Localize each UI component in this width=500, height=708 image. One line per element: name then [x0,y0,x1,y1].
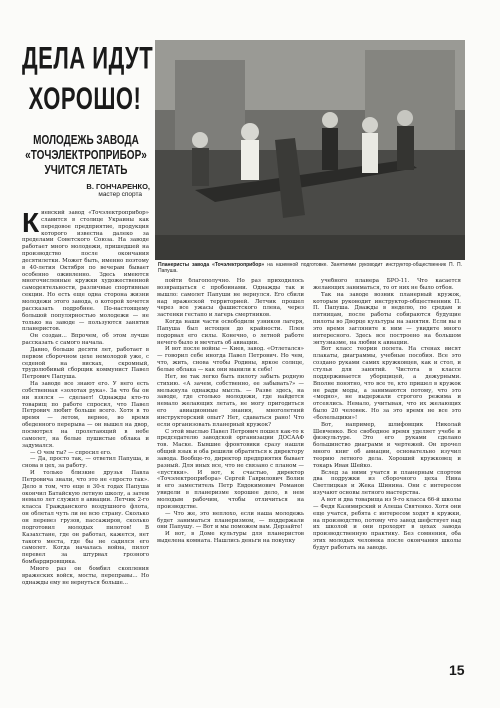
photo-caption-bold: Планеристы завода «Точэлектроприбор» [158,262,265,268]
paragraph: И только близкие друзья Павла Петровича знали, что это не «просто так». Дело в том, что еще в 30-х годах Папуша окончил Батайскую летную школу, а затем немало лет служил в авиации. Летчик 2-го класса Гражданского воздушного флота, он облетал чуть ли не всю страну. Сколько он перевез грузов, пассажиров, сколько подготовил молодых пилотов! В Казахстане, где он работал, кажется, нет такого места, где бы не садился его самолет. Когда началась война, пилот перевел за штурвал грозного бомбардировщика. [22,470,149,566]
paragraph: учебного планера БРО-11. Что касается желающих заниматься, то от них не было отбоя. [313,278,461,291]
paragraph: И вот, в Доме культуры для планеристов выделена комната. Нашлись деньги на покупку [157,531,304,545]
paragraph: Давно, больше десяти лет, работает в первом сборочном цехе немолодой уже, с седеной на висках, скромный, трудолюбивый сборщик коммунист Павел Петрович Папуша. [22,346,149,381]
paragraph: Он создан... Впрочем, об этом лучше рассказать с самого начала. [22,333,149,347]
paragraph: пойти благополучно. Но раз приходилось возвращаться с пробоинами. Однажды так и вышло: самолет Папуши не вернулся. Его сбили над вражеской территорией. Летчик прошел через все ужасы фашистского плена, через застенки гестапо и лагерь смертников. [157,278,304,319]
paragraph: На заводе все знают его. У него есть собственная «золотая рука». За что бы он ни взялся — сделает! Однажды кто-то товарищ по работе спросил, что Павел Петрович любит больше всего. Хотя в то время — летом, вернее, во время обеденного перерыва — он вышел на двор, посмотрел на пролетающий в небе самолет, на белые пушистые облака и задумался. [22,381,149,449]
paragraph: Так на заводе возник планерный кружок, которым руководит инструктор-общественник П. П. Папуша. Дважды в неделю, по средам и пятницам, после работы собираются будущие пилоты во Дворце культуры на занятия. Если вы в это время загляните к ним — увидите много интересного. Здесь все построено на большом энтузиазме, на любви к авиации. [313,291,461,346]
article-subhead [22,134,150,179]
headline-line-2: ХОРОШО! [28,80,142,117]
paragraph: И вот после войны — Киев, завод. «Отлетался» — говорил себе иногда Павел Петрович. Но чем, что, жить, снова чтобы Родины, яркое солнце, белые облака — как они манили к себе! [157,346,304,373]
paragraph: — О чем ты? — спросил его. [30,449,112,456]
author-rank: мастер спорта [98,191,142,198]
page-number: 15 [449,662,465,678]
photo-illustration [155,40,465,260]
paragraph: — Что же, это неплохо, если наша молодежь будет заниматься планеризмом, — поддержали они Папушу. — Вот и мы поможем вам. Дерзайте! [157,510,304,531]
text-column-3 [313,278,461,643]
paragraph: Вслед за ними учатся и планерным спортом два подружки из сборочного цеха Нина Светлицкая и Жека Шинина. Они с интересом изучают основы летного мастерства. [313,469,461,497]
author-name: В. ГОНЧАРЕНКО, [86,182,150,191]
paragraph: Вот, например, шлифовщик Николай Шевченко. Все свободное время уделяет учебе и физкультуре. Это его руками сделано большинство диаграмм и чертежей. Он прочел много книг об авиации, основательно изучил теорию летного дела. Хороший кружковец и токарь Иван Шейко. [313,421,461,469]
paragraph: Вот класс теории полета. На стенах висят плакаты, диаграммы, учебные пособия. Все это создано руками самих кружковцев, как и стол, и стулья для занятий. Чистота в классе поддерживается уборщицей, а дежурными. Вполне понятно, что все те, кто пришел в кружок не ради моды, а занимаются потому, что это «модно», не выдержали строгого режима и отсеялись. Немало, учитывая, что их желающих было 20 человек. Но за это время не все это «болельщики»! [313,346,461,421]
headline-line-1: ДЕЛА ИДУТ [22,39,154,76]
subhead-line-2: «ТОЧЭЛЕКТРОПРИБОР» [25,149,147,163]
photo-caption-text: на наземной подготовке. Занятиями руководит инструктор-общественник П. П. Папуша. [158,262,462,275]
paragraph: Много раз он бомбил скопления вражеских войск, мосты, переправы... Но однажды ему не вернуться больше... [22,565,149,586]
text-column-1 [22,210,149,656]
photo-caption [158,262,462,275]
subhead-line-1: МОЛОДЕЖЬ ЗАВОДА [33,134,139,148]
text-column-2 [157,278,304,594]
paragraph: С этой мыслью Павел Петрович пошел как-то к председателю заводской организации ДОСААФ тов. Маске. Бывшие фронтовики сразу нашли общий язык и оба решили обратиться к директору завода. Вообще-то, директор предприятия бывает разный. Для иных все, что не связано с планом — «пустяки». И вот, к счастью, директор «Точэлектроприбора» Сергей Гаврилович Волин и его заместитель Петр Евдокимович Романов увидели в планеризме хорошее дело, в нем молодым рабочим, чтобы отличиться на производстве. [157,428,304,510]
paragraph: А вот и два товарища из 9-го класса 66-й школы — Федя Казимирский и Алеша Святенко. Хотя они еще учатся, ребята с интересом ходят в кружки, на производство, потому что завод шефствует над их школой и они проходят в цехах завода производственную практику. Без сомнения, оба этих молодых человека после окончания школы будут работать на заводе. [313,497,461,551]
paragraph: Когда наши части освободили узников лагеря, Папуша был истощен до крайности. Плен подорвал его силы. Конечно, о летной работе нечего было и мечтать об авиации. [157,319,304,346]
paragraph-text: иевский завод «Точэлектроприбор» славится в столице Украины как передовое предприятие, продукция которого известна далеко за пределами Советского Союза. На заводе работает много молодежи, пришедшей на производство после окончания десятилетки. Может быть, именно поэтому в 40-летия Октября по вечерам бывает особенно оживленно. Здесь имеются многочисленные кружки художественной самодеятельности, различные спортивные секции. Но есть еще одна сторона жизни молодежи этого завода, о которой хочется рассказать подробнее. По-настоящему большой популярностью молодежи — не только на заводе — пользуются занятия планеристов. [22,210,149,333]
byline [22,182,150,198]
paragraph: — Да, просто так, — ответил Папуша, и снова в цех, за работу. [22,456,149,470]
subhead-line-3: УЧИТСЯ ЛЕТАТЬ [44,164,128,178]
paragraph [22,210,149,333]
paragraph: Нет, не так легко быть пилоту забыть родную стихию. «А зачем, собственно, ее забывать?» — мелькнула однажды мысль. — Разве здесь, на заводе, где столько молодежи, где найдется немало желающих летать, не могу пригодиться его авиационные знания, многолетний инструкторский опыт? Нет, сдаваться рано! Что если организовать планерный кружок? [157,373,304,428]
glider-training-photo [155,40,465,260]
drop-cap: К [22,210,40,238]
article-headline [22,38,154,119]
